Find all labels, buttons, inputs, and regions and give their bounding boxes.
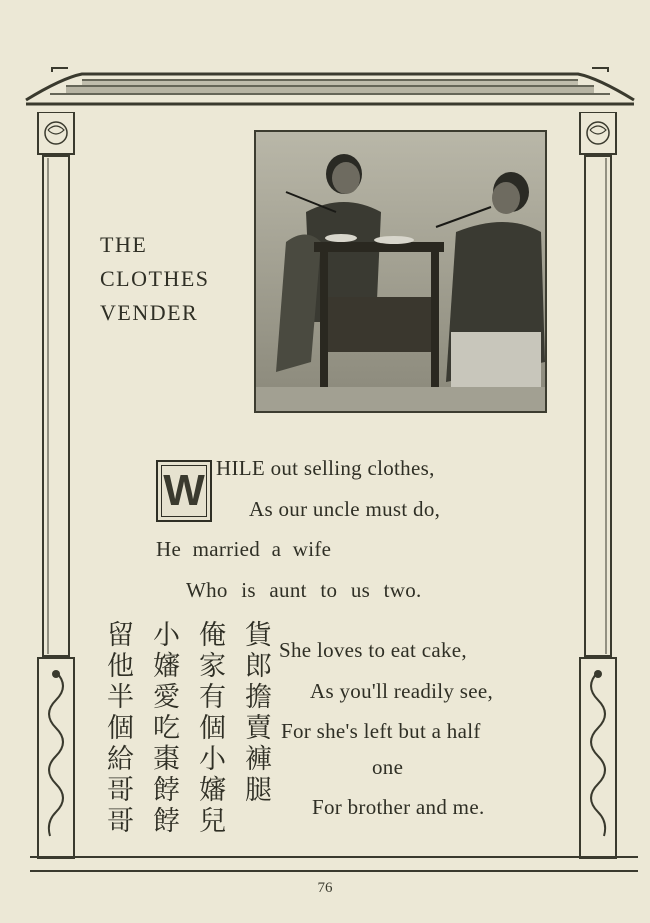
stanza2-line-2: As you'll readily see, (310, 679, 494, 703)
title-line-3: VENDER (100, 300, 199, 325)
dropcap-box (156, 460, 212, 522)
dropcap-letter: W (161, 465, 207, 517)
chinese-column-2: 俺家有個小嬸兒 (194, 620, 225, 837)
stanza2-line-3: For she's left but a half (281, 719, 481, 743)
photo-illustration (256, 132, 545, 411)
chinese-column-1: 貨郎擔賣褲腿 (240, 620, 271, 806)
chinese-column-4: 留他半個給哥哥 (102, 620, 133, 837)
photograph-two-children-eating (254, 130, 547, 413)
stanza1-line-3: He married a wife (156, 537, 332, 561)
right-pillar-ornament (578, 112, 618, 860)
stanza1-line-4: Who is aunt to us two. (186, 578, 422, 602)
poem-title (100, 228, 210, 330)
stanza2-line-4: one (372, 755, 404, 779)
roof-frame-ornament (22, 64, 638, 108)
frame-base (30, 856, 638, 872)
left-pillar-ornament (36, 112, 76, 860)
stanza1-line-2: As our uncle must do, (249, 497, 441, 521)
title-line-2: CLOTHES (100, 266, 210, 291)
title-line-1: THE (100, 232, 148, 257)
chinese-verse (92, 620, 272, 840)
page-number: 76 (317, 880, 333, 896)
stanza1-line-1: HILE out selling clothes, (216, 456, 435, 480)
chinese-column-3: 小嬸愛吃棗餑餑 (148, 620, 179, 837)
stanza2-line-1: She loves to eat cake, (279, 638, 467, 662)
stanza2-line-5: For brother and me. (312, 795, 485, 819)
